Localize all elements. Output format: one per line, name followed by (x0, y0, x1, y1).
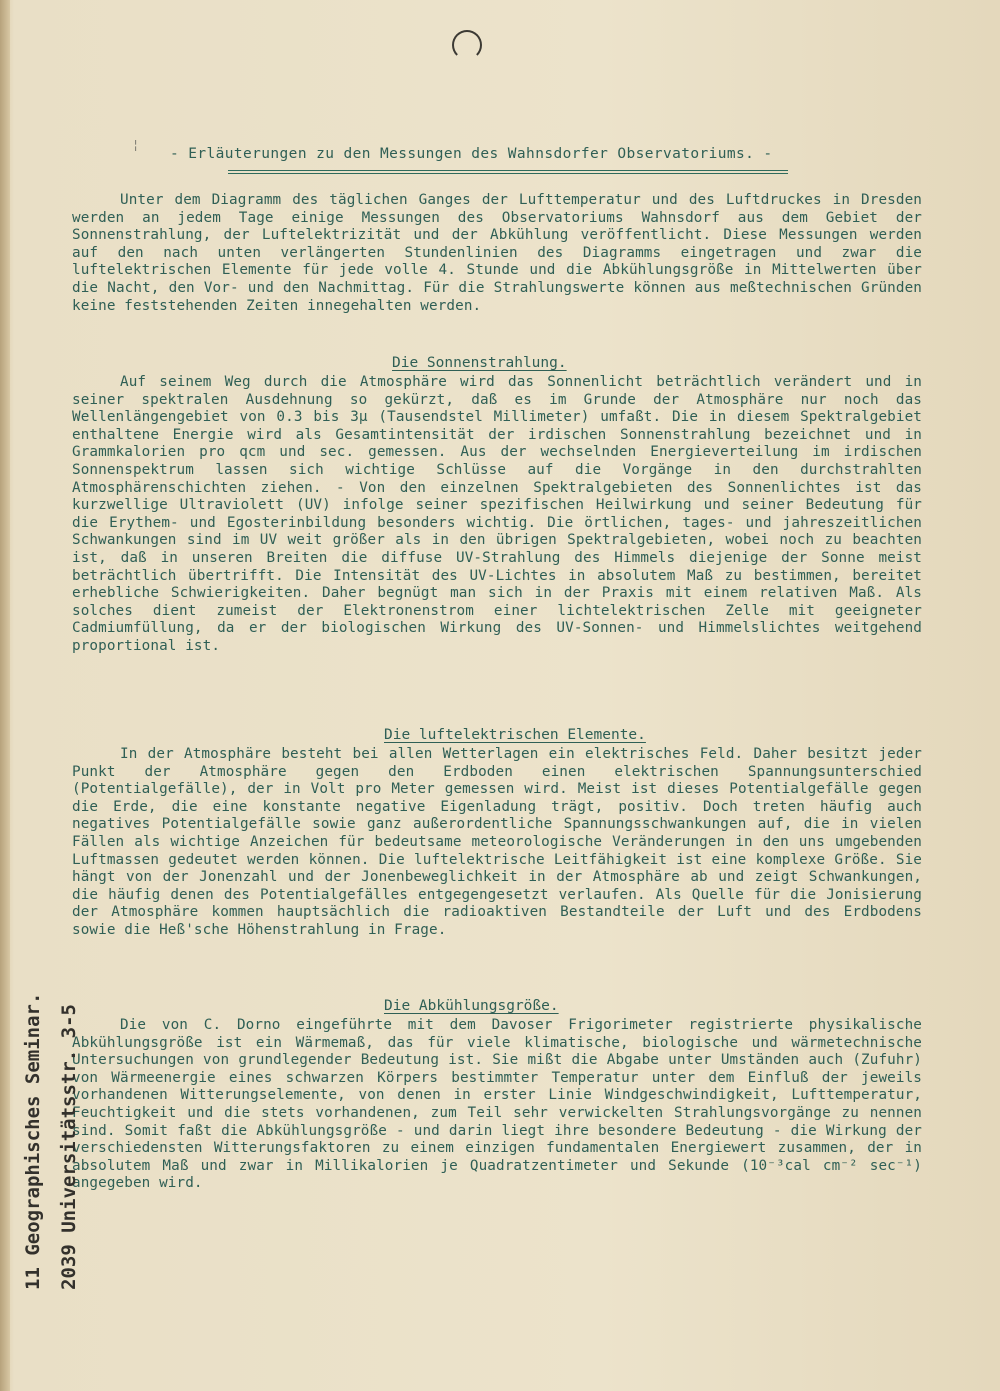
section-heading-luftelektrische-elemente: Die luftelektrischen Elemente. (384, 727, 646, 743)
paragraph-sonnenstrahlung: Auf seinem Weg durch die Atmosphäre wird das Sonnenlicht beträchtlich verändert und in seiner spektralen Ausdehnung so gekürzt, daß es im Grunde der Atmosphäre nur noch das Wellenlängengebiet von 0.3 bis 3μ (Tausendstel Millimeter) umfaßt. Die in diesem Spektralgebiet enthaltene Energie wird als Gesamtintensität der irdischen Sonnenstrahlung bezeichnet und in Grammkalorien pro qcm und sec. gemessen. Aus der wechselnden Energieverteilung im irdischen Sonnenspektrum lassen sich wichtige Schlüsse auf die Vorgänge in den durchstrahlten Atmosphärenschichten ziehen. - Von den einzelnen Spektralgebieten des Sonnenlichtes ist das kurzwellige Ultraviolett (UV) infolge seiner spezifischen Heilwirkung und seiner Bedeutung für die Erythem- und Egosterinbildung besonders wichtig. Die örtlichen, tages- und jahreszeitlichen Schwankungen sind im UV weit größer als in den übrigen Spektralgebieten, wobei noch zu beachten ist, daß in unseren Breiten die diffuse UV-Strahlung des Himmels diejenige der Sonne meist beträchtlich übertrifft. Die Intensität des UV-Lichtes in absolutem Maß zu bestimmen, bereitet erhebliche Schwierigkeiten. Daher begnügt man sich in der Praxis mit einem relativen Maß. Als solches dient zumeist der Elektronenstrom einer lichtelektrischen Zelle mit geeigneter Cadmiumfüllung, da er der biologischen Wirkung des UV-Sonnen- und Himmelslichtes weitgehend proportional ist. (72, 374, 922, 654)
library-stamp-address: 2039 Universitätsstr. 3-5 (58, 1004, 80, 1290)
title-double-underline (228, 170, 788, 174)
section-heading-sonnenstrahlung: Die Sonnenstrahlung. (392, 355, 567, 371)
page-spine-edge (0, 0, 10, 1391)
section-heading-abkuehlungsgroesse: Die Abkühlungsgröße. (384, 998, 559, 1014)
library-stamp-seminar: 11 Geographisches Seminar. (22, 992, 44, 1290)
margin-mark: ¦ (132, 138, 140, 152)
document-title: - Erläuterungen zu den Messungen des Wahnsdorfer Observatoriums. - (170, 146, 773, 162)
intro-paragraph: Unter dem Diagramm des täglichen Ganges der Lufttemperatur und des Luftdruckes in Dresden werden an jedem Tage einige Messungen des Observatoriums Wahnsdorf aus dem Gebiet der Sonnenstrahlung, der Luftelektrizität und der Abkühlung veröffentlicht. Diese Messungen werden auf den nach unten verlängerten Stundenlinien des Diagramms eingetragen und zwar die luftelektrischen Elemente für jede volle 4. Stunde und die Abkühlungsgröße in Mittelwerten über die Nacht, den Vor- und den Nachmittag. Für die Strahlungswerte können aus meßtechnischen Gründen keine feststehenden Zeiten innegehalten werden. (72, 192, 922, 314)
punch-hole-icon (452, 30, 482, 60)
paragraph-luftelektrische-elemente: In der Atmosphäre besteht bei allen Wetterlagen ein elektrisches Feld. Daher besitzt jeder Punkt der Atmosphäre gegen den Erdboden einen elektrischen Spannungsunterschied (Potentialgefälle), der in Volt pro Meter gemessen wird. Meist ist dieses Potentialgefälle gegen die Erde, die eine konstante negative Eigenladung trägt, positiv. Doch treten häufig auch negatives Potentialgefälle sowie ganz außerordentliche Spannungsschwankungen auf, die in vielen Fällen als wichtige Anzeichen für bedeutsame meteorologische Veränderungen in den uns umgebenden Luftmassen gedeutet werden können. Die luftelektrische Leitfähigkeit ist eine komplexe Größe. Sie hängt von der Jonenzahl und der Jonenbeweglichkeit in der Atmosphäre ab und zeigt Schwankungen, die häufig denen des Potentialgefälles entgegengesetzt verlaufen. Als Quelle für die Jonisierung der Atmosphäre kommen hauptsächlich die radioaktiven Bestandteile der Luft und des Erdbodens sowie die Heß'sche Höhenstrahlung in Frage. (72, 746, 922, 938)
paragraph-abkuehlungsgroesse: Die von C. Dorno eingeführte mit dem Davoser Frigorimeter registrierte physikalische Abkühlungsgröße ist ein Wärmemaß, das für viele klimatische, biologische und wärmetechnische Untersuchungen von grundlegender Bedeutung ist. Sie mißt die Abgabe unter Umständen auch (Zufuhr) von Wärmeenergie eines schwarzen Körpers bestimmter Temperatur unter dem Einfluß der jeweils vorhandenen Witterungselemente, von denen in erster Linie Windgeschwindigkeit, Lufttemperatur, Feuchtigkeit und die stets vorhandenen, zum Teil sehr verwickelten Strahlungsvorgänge zu nennen sind. Somit faßt die Abkühlungsgröße - und darin liegt ihre besondere Bedeutung - die Wirkung der verschiedensten Witterungsfaktoren zu einem einzigen fundamentalen Energiewert zusammen, der in absolutem Maß und zwar in Millikalorien je Quadratzentimeter und Sekunde (10⁻³cal cm⁻² sec⁻¹) angegeben wird. (72, 1017, 922, 1192)
